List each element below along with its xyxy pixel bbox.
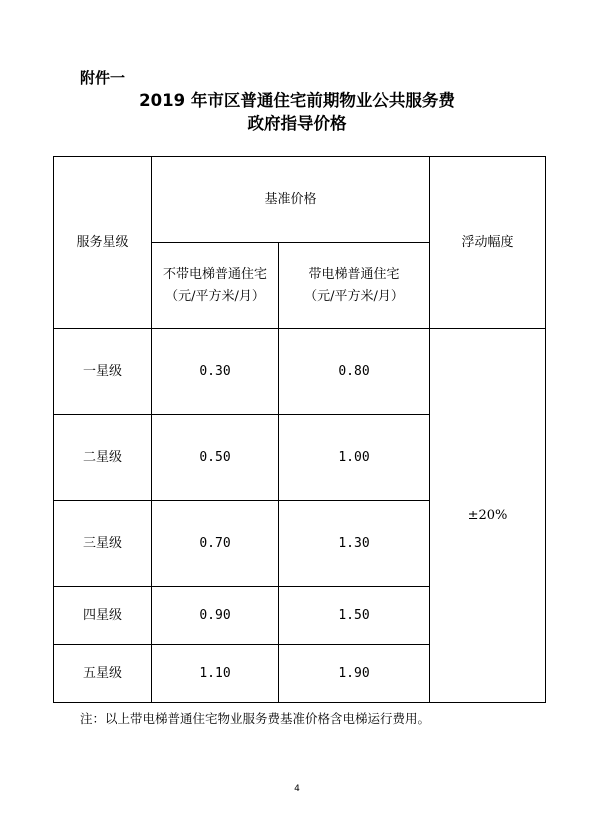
no-elevator-price-cell: 0.90 — [152, 587, 279, 645]
with-elevator-price-cell: 1.50 — [279, 587, 430, 645]
no-elevator-price-cell: 0.50 — [152, 415, 279, 501]
table-row — [54, 329, 546, 415]
no-elevator-price-cell: 0.70 — [152, 501, 279, 587]
no-elevator-price-cell: 1.10 — [152, 645, 279, 703]
header-no-elevator — [152, 243, 279, 329]
header-no-elevator-label: 不带电梯普通住宅 — [162, 266, 267, 282]
with-elevator-price-cell: 0.80 — [279, 329, 430, 415]
header-float-range: 浮动幅度 — [430, 157, 546, 329]
document-title-line2: 政府指导价格 — [247, 114, 347, 133]
with-elevator-price-cell: 1.30 — [279, 501, 430, 587]
float-range-cell: ±20% — [430, 329, 546, 703]
document-title-line1: 2019 年市区普通住宅前期物业公共服务费 — [139, 91, 455, 110]
header-service-level: 服务星级 — [54, 157, 152, 329]
table-header-row — [54, 157, 546, 243]
service-level-cell: 一星级 — [54, 329, 152, 415]
header-with-elevator — [279, 243, 430, 329]
header-with-elevator-unit: （元/平方米/月） — [304, 288, 404, 304]
header-base-price: 基准价格 — [152, 157, 430, 243]
header-with-elevator-label: 带电梯普通住宅 — [308, 266, 400, 282]
no-elevator-price-cell: 0.30 — [152, 329, 279, 415]
table-footnote: 注：以上带电梯普通住宅物业服务费基准价格含电梯运行费用。 — [80, 711, 431, 726]
fee-table — [53, 156, 546, 703]
header-no-elevator-unit: （元/平方米/月） — [165, 288, 265, 304]
page-number: 4 — [294, 784, 300, 794]
with-elevator-price-cell: 1.90 — [279, 645, 430, 703]
attachment-label: 附件一 — [80, 69, 126, 87]
service-level-cell: 二星级 — [54, 415, 152, 501]
service-level-cell: 四星级 — [54, 587, 152, 645]
service-level-cell: 三星级 — [54, 501, 152, 587]
with-elevator-price-cell: 1.00 — [279, 415, 430, 501]
service-level-cell: 五星级 — [54, 645, 152, 703]
